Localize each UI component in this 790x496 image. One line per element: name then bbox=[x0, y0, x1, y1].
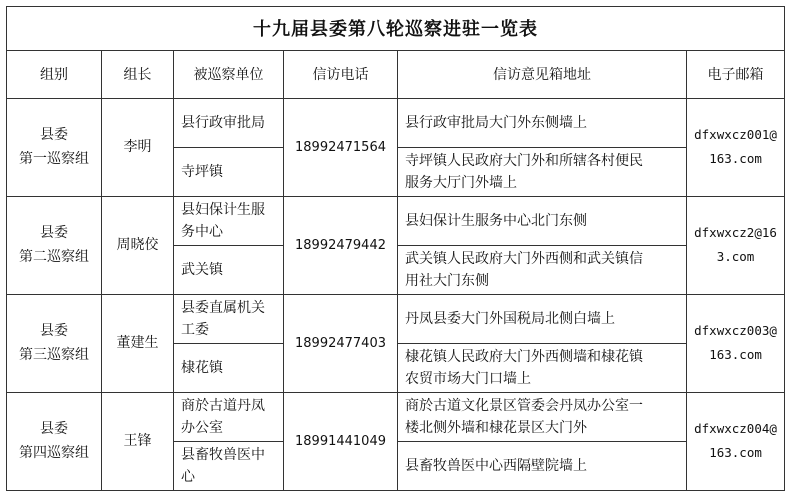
table-row bbox=[7, 196, 785, 245]
petition-phone: 18992471564 bbox=[284, 98, 398, 196]
header-leader: 组长 bbox=[102, 50, 174, 98]
mailbox-address: 县妇保计生服务中心北门东侧 bbox=[398, 196, 687, 245]
mailbox-address: 县行政审批局大门外东侧墙上 bbox=[398, 98, 687, 147]
header-unit: 被巡察单位 bbox=[174, 50, 284, 98]
group-name: 县委 第四巡察组 bbox=[7, 392, 102, 490]
mailbox-address: 丹凤县委大门外国税局北侧白墙上 bbox=[398, 294, 687, 343]
group-leader: 王锋 bbox=[102, 392, 174, 490]
mailbox-address: 武关镇人民政府大门外西侧和武关镇信 用社大门东侧 bbox=[398, 245, 687, 294]
inspection-table bbox=[6, 6, 785, 491]
group-leader: 李明 bbox=[102, 98, 174, 196]
mailbox-address: 寺坪镇人民政府大门外和所辖各村便民 服务大厅门外墙上 bbox=[398, 147, 687, 196]
header-phone: 信访电话 bbox=[284, 50, 398, 98]
inspected-unit: 武关镇 bbox=[174, 245, 284, 294]
table-title: 十九届县委第八轮巡察进驻一览表 bbox=[7, 7, 785, 51]
table-row bbox=[7, 98, 785, 147]
header-group: 组别 bbox=[7, 50, 102, 98]
header-address: 信访意见箱地址 bbox=[398, 50, 687, 98]
email-address: dfxwxcz001@ 163.com bbox=[687, 98, 785, 196]
inspected-unit: 棣花镇 bbox=[174, 343, 284, 392]
group-name: 县委 第二巡察组 bbox=[7, 196, 102, 294]
mailbox-address: 棣花镇人民政府大门外西侧墙和棣花镇 农贸市场大门口墙上 bbox=[398, 343, 687, 392]
inspected-unit: 县委直属机关 工委 bbox=[174, 294, 284, 343]
group-name: 县委 第一巡察组 bbox=[7, 98, 102, 196]
header-email: 电子邮箱 bbox=[687, 50, 785, 98]
email-address: dfxwxcz003@ 163.com bbox=[687, 294, 785, 392]
email-address: dfxwxcz004@ 163.com bbox=[687, 392, 785, 490]
mailbox-address: 商於古道文化景区管委会丹凤办公室一 楼北侧外墙和棣花景区大门外 bbox=[398, 392, 687, 441]
inspected-unit: 县妇保计生服 务中心 bbox=[174, 196, 284, 245]
inspected-unit: 商於古道丹凤 办公室 bbox=[174, 392, 284, 441]
petition-phone: 18992477403 bbox=[284, 294, 398, 392]
inspected-unit: 寺坪镇 bbox=[174, 147, 284, 196]
group-name: 县委 第三巡察组 bbox=[7, 294, 102, 392]
petition-phone: 18992479442 bbox=[284, 196, 398, 294]
group-leader: 董建生 bbox=[102, 294, 174, 392]
mailbox-address: 县畜牧兽医中心西隔壁院墙上 bbox=[398, 441, 687, 490]
inspected-unit: 县行政审批局 bbox=[174, 98, 284, 147]
petition-phone: 18991441049 bbox=[284, 392, 398, 490]
table-row bbox=[7, 392, 785, 441]
email-address: dfxwxcz2@16 3.com bbox=[687, 196, 785, 294]
group-leader: 周晓佼 bbox=[102, 196, 174, 294]
table-row bbox=[7, 294, 785, 343]
inspected-unit: 县畜牧兽医中 心 bbox=[174, 441, 284, 490]
